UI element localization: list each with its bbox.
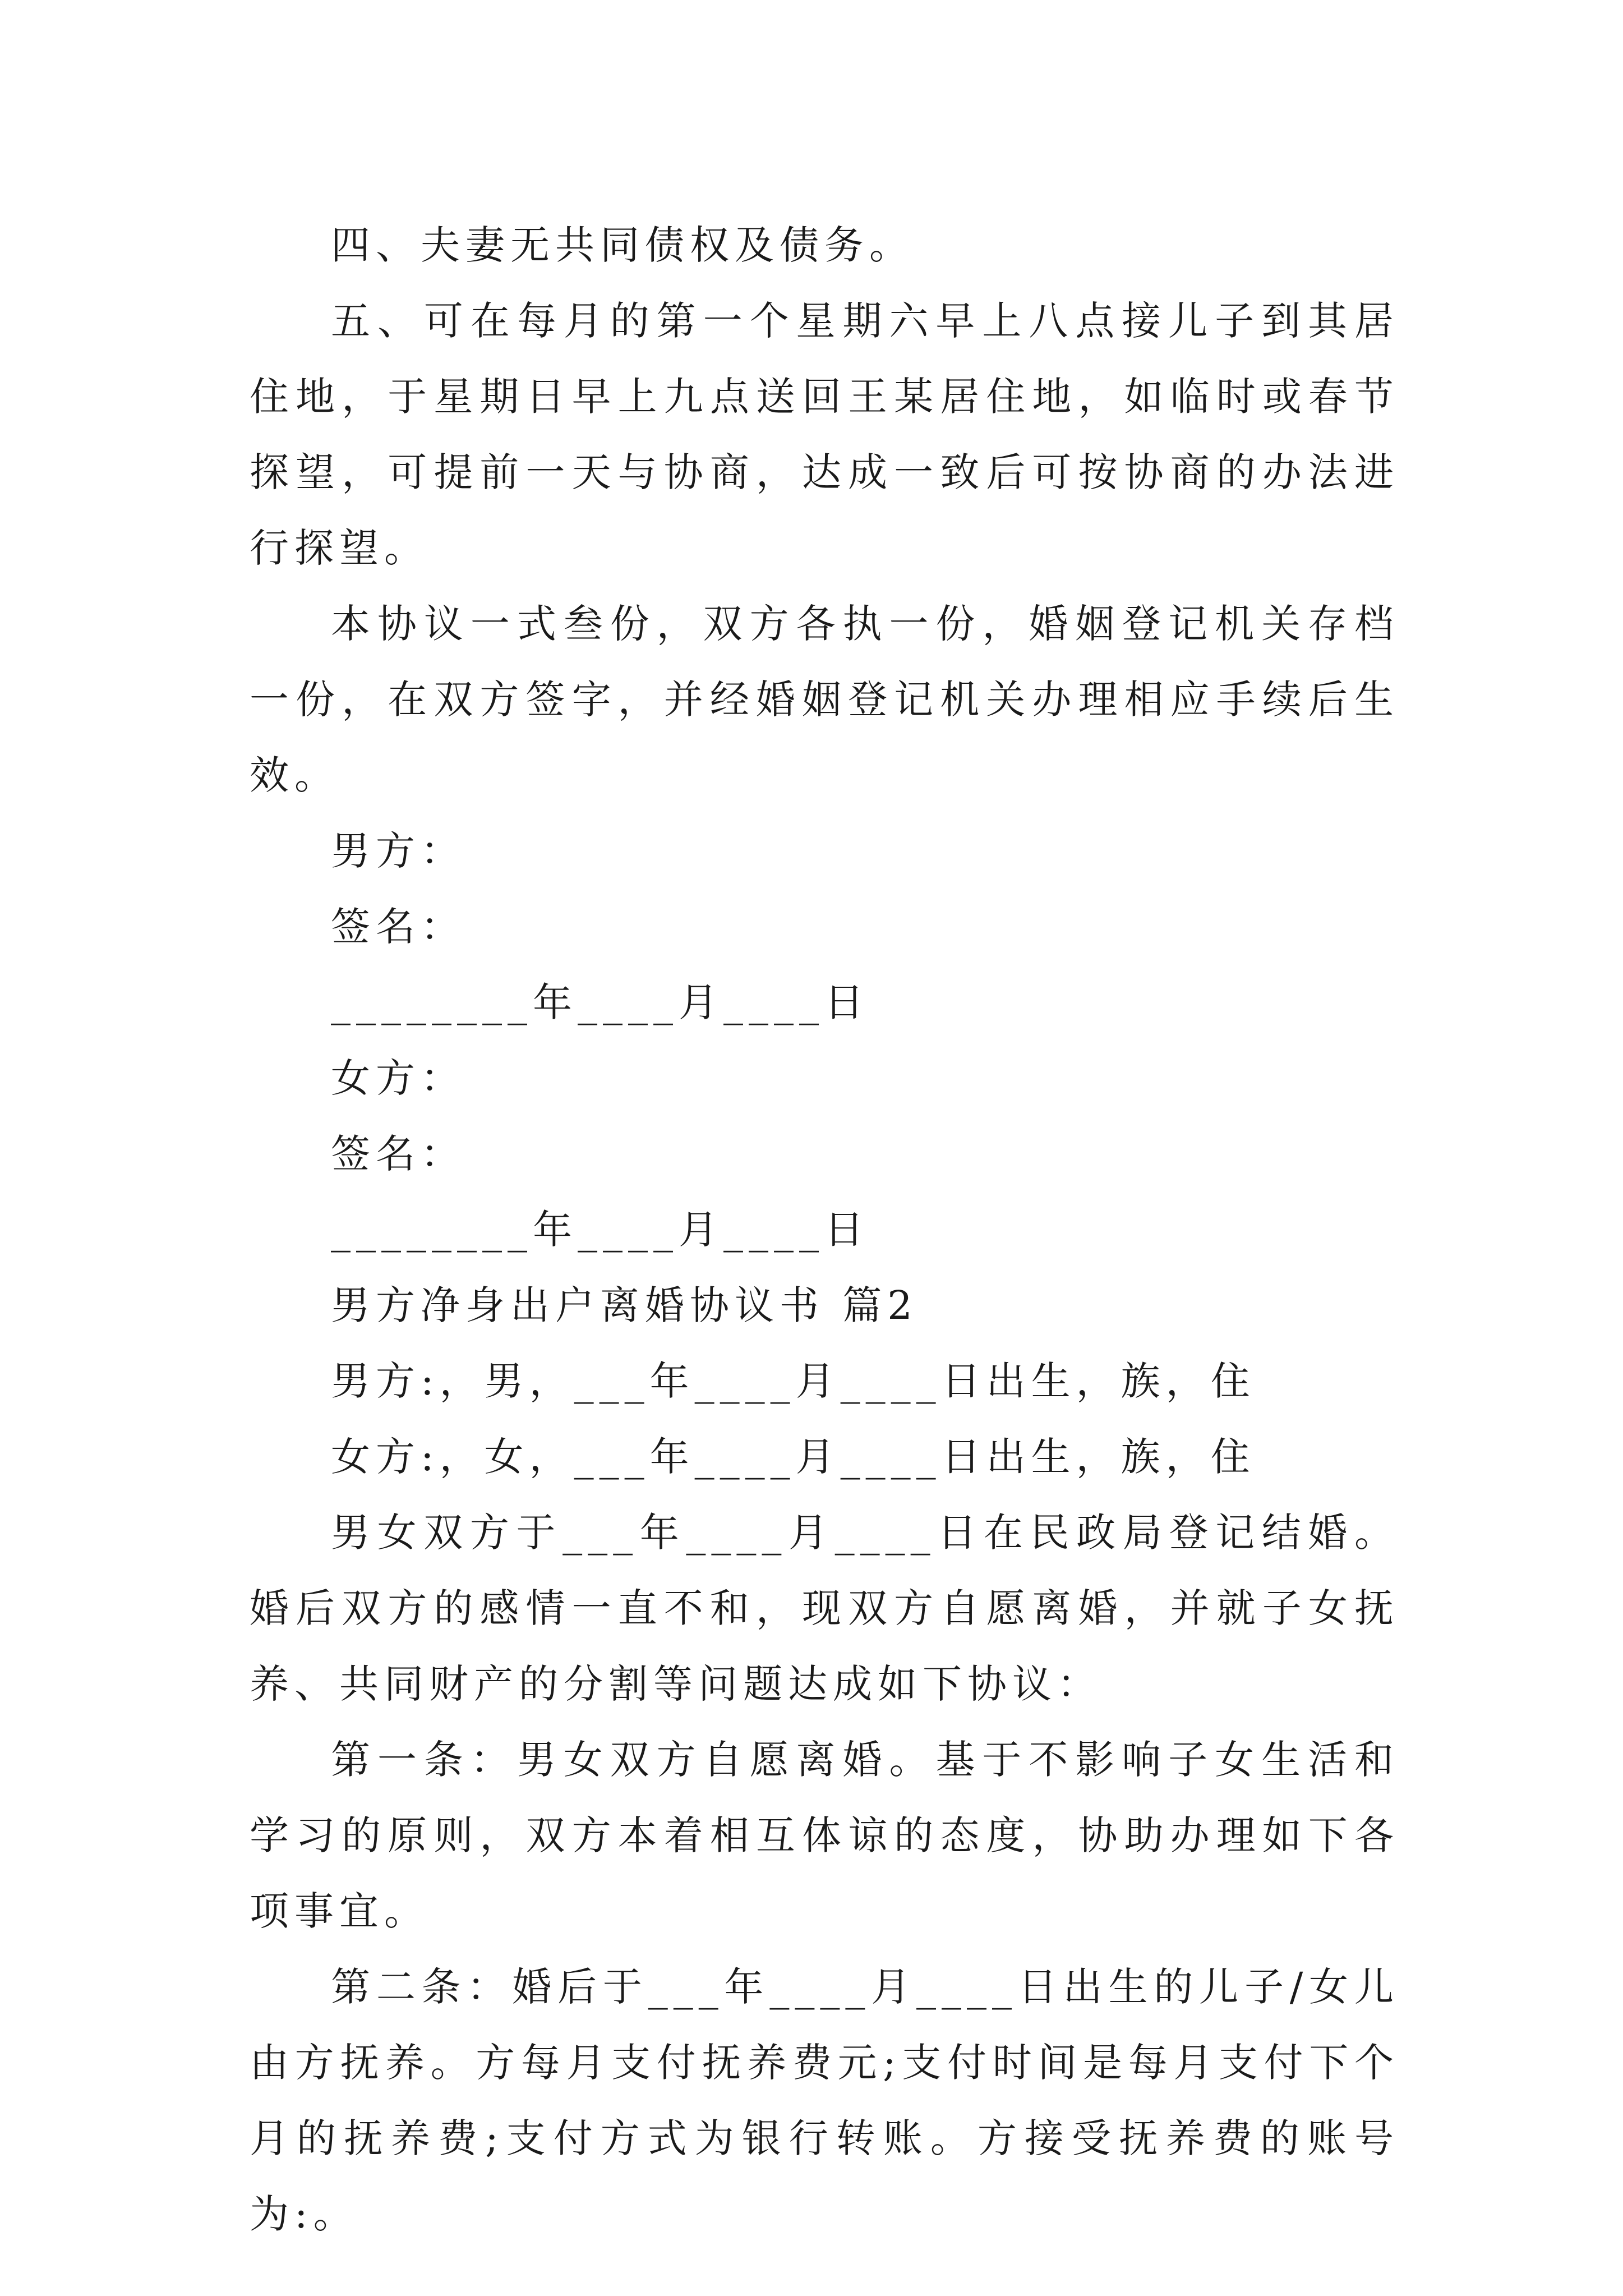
female-party-label: 女方： [331,1055,465,1101]
document-page [250,208,1399,2252]
male-party-label: 男方： [331,828,465,874]
clause-five-visitation: 五、可在每月的第一个星期六早上八点接儿子到其居住地，于星期日早上九点送回王某居住地，如临时或春节探望，可提前一天与协商，达成一致后可按协商的办法进行探望。 [250,298,1399,571]
clause-four: 四、夫妻无共同债权及债务。 [331,222,914,268]
article-two: 第二条：婚后于___年____月____日出生的儿子/女儿由方抚养。方每月支付抚养费元;支付时间是每月支付下个月的抚养费;支付方式为银行转账。方接受抚养费的账号为:。 [250,1964,1399,2237]
female-signature-date: ________年____月____日 [331,1207,869,1253]
agreement-copies-clause: 本协议一式叁份，双方各执一份，婚姻登记机关存档一份，在双方签字，并经婚姻登记机关办理相应手续后生效。 [250,601,1399,798]
section-title: 男方净身出户离婚协议书 篇2 [331,1282,918,1328]
article-one: 第一条：男女双方自愿离婚。基于不影响子女生活和学习的原则，双方本着相互体谅的态度，协助办理如下各项事宜。 [250,1737,1399,1934]
male-signature-label: 签名： [331,904,465,950]
marriage-registration-paragraph: 男女双方于___年____月____日在民政局登记结婚。婚后双方的感情一直不和，现双方自愿离婚，并就子女抚养、共同财产的分割等问题达成如下协议： [250,1510,1399,1707]
male-signature-date: ________年____月____日 [331,979,869,1025]
male-party-info: 男方:，男，___年____月____日出生，族，住 [331,1358,1256,1404]
female-signature-label: 签名： [331,1131,465,1177]
female-party-info: 女方:，女，___年____月____日出生，族，住 [331,1434,1256,1480]
